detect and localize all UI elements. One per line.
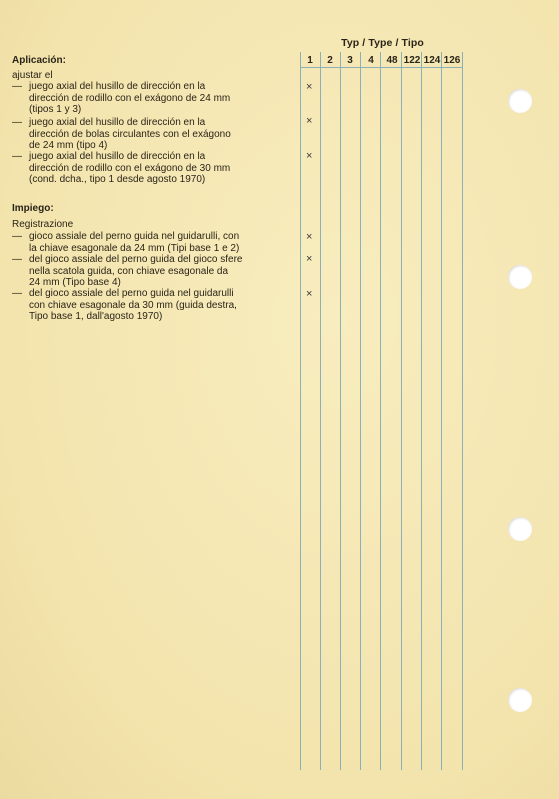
col-head-48: 48 — [386, 55, 398, 66]
col-head-4: 4 — [368, 55, 374, 66]
item-text: gioco assiale del perno guida nel guidarulli, con la chiave esagonale da 24 mm (Tipi base 1 e 2) — [29, 231, 240, 254]
column-line — [380, 52, 381, 770]
binder-hole — [508, 89, 532, 113]
list-item — [12, 254, 302, 289]
col-head-126: 126 — [443, 55, 461, 66]
column-line — [441, 52, 442, 770]
section-intro-spanish: ajustar el — [12, 70, 53, 81]
item-text: juego axial del husillo de dirección en la dirección de rodillo con el exágono de 24 mm (tipos 1 y 3) — [29, 81, 231, 115]
column-line — [340, 52, 341, 770]
item-text: juego axial del husillo de dirección en la dirección de bolas circulantes con el exágono de 24 mm (tipo 4) — [29, 117, 231, 151]
column-line — [462, 52, 463, 770]
column-line — [421, 52, 422, 770]
section-title-spanish: Aplicación: — [12, 55, 66, 66]
header-rule — [300, 67, 462, 68]
column-line — [320, 52, 321, 770]
type-column-header: Typ / Type / Tipo — [341, 37, 424, 49]
list-item — [12, 151, 302, 186]
column-line — [401, 52, 402, 770]
section-intro-italian: Registrazione — [12, 219, 74, 230]
col-head-124: 124 — [423, 55, 441, 66]
item-text: del gioco assiale del perno guida nel guidarulli con chiave esagonale da 30 mm (guida destra, Tipo base 1, dall'agosto 1970) — [29, 288, 237, 322]
item-dash: — — [12, 254, 22, 265]
item-dash: — — [12, 117, 22, 128]
item-text: del gioco assiale del perno guida del gioco sfere nella scatola guida, con chiave esagonale da 24 mm (Tipo base 4) — [29, 254, 243, 288]
list-item — [12, 288, 302, 323]
check-mark: × — [306, 150, 313, 162]
list-item — [12, 231, 302, 254]
col-head-3: 3 — [347, 55, 353, 66]
col-head-2: 2 — [327, 55, 333, 66]
item-dash: — — [12, 231, 22, 242]
binder-hole — [508, 265, 532, 289]
list-item — [12, 117, 302, 152]
item-text: juego axial del husillo de dirección en la dirección de rodillo con el exágono de 30 mm (cond. dcha., tipo 1 desde agosto 1970) — [29, 151, 231, 185]
check-mark: × — [306, 288, 313, 300]
item-dash: — — [12, 151, 22, 162]
check-mark: × — [306, 253, 313, 265]
list-item — [12, 81, 302, 116]
check-mark: × — [306, 231, 313, 243]
check-mark: × — [306, 115, 313, 127]
binder-hole — [508, 688, 532, 712]
col-head-1: 1 — [307, 55, 313, 66]
check-mark: × — [306, 81, 313, 93]
col-head-122: 122 — [403, 55, 421, 66]
section-title-italian: Impiego: — [12, 203, 54, 214]
item-dash: — — [12, 288, 22, 299]
binder-hole — [508, 517, 532, 541]
item-dash: — — [12, 81, 22, 92]
column-line — [360, 52, 361, 770]
